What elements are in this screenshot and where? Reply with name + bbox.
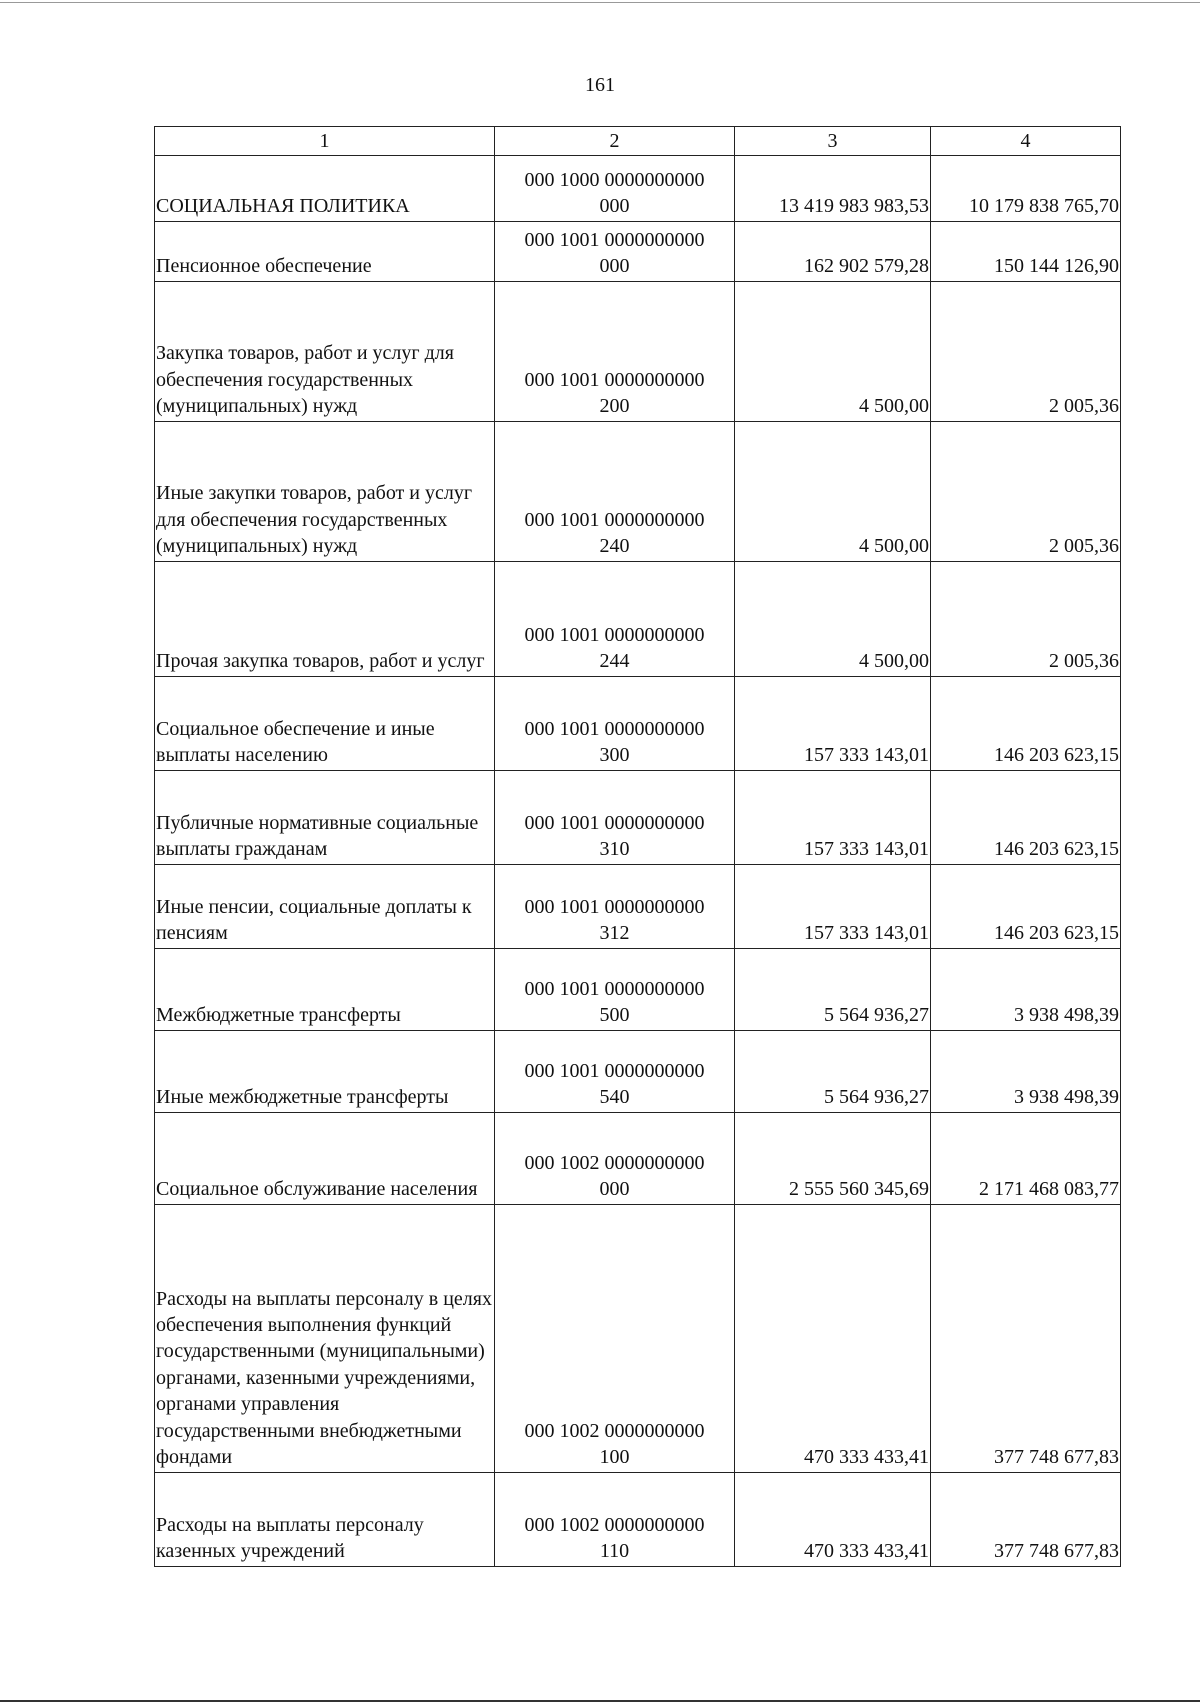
row-code xyxy=(495,422,735,562)
row-value-col4: 2 005,36 xyxy=(931,562,1121,677)
table-row xyxy=(155,949,1121,1031)
code-line-2: 000 xyxy=(599,195,630,217)
row-value-col3: 470 333 433,41 xyxy=(735,1473,931,1567)
table-row xyxy=(155,1113,1121,1205)
row-code xyxy=(495,1473,735,1567)
table-row xyxy=(155,156,1121,222)
row-value-col4: 377 748 677,83 xyxy=(931,1473,1121,1567)
code-line-1: 000 1001 0000000000 xyxy=(524,977,705,1000)
code-line-2: 310 xyxy=(599,838,630,860)
row-value-col4: 146 203 623,15 xyxy=(931,771,1121,865)
code-line-2: 244 xyxy=(599,650,630,672)
code-line-2: 500 xyxy=(599,1004,630,1026)
row-name: Социальное обслуживание населения xyxy=(155,1113,495,1205)
table-row xyxy=(155,422,1121,562)
scan-bottom-edge xyxy=(0,1700,1200,1702)
row-value-col3: 470 333 433,41 xyxy=(735,1205,931,1473)
row-name: Закупка товаров, работ и услуг для обеспечения государственных (муниципальных) нужд xyxy=(155,282,495,422)
code-line-2: 000 xyxy=(599,255,630,277)
table-row xyxy=(155,1031,1121,1113)
row-name: Иные закупки товаров, работ и услуг для обеспечения государственных (муниципальных) нужд xyxy=(155,422,495,562)
row-code xyxy=(495,282,735,422)
row-value-col3: 162 902 579,28 xyxy=(735,222,931,282)
row-code xyxy=(495,1205,735,1473)
row-name: Расходы на выплаты персоналу в целях обеспечения выполнения функций государственными (муниципальными) органами, казенными учреждениями, органами управления государственными внебюджетными фондами xyxy=(155,1205,495,1473)
row-name: Социальное обеспечение и иные выплаты населению xyxy=(155,677,495,771)
row-code xyxy=(495,562,735,677)
row-value-col4: 2 005,36 xyxy=(931,422,1121,562)
code-line-2: 000 xyxy=(599,1178,630,1200)
row-value-col4: 2 005,36 xyxy=(931,282,1121,422)
code-line-2: 100 xyxy=(599,1446,630,1468)
code-line-2: 110 xyxy=(599,1540,630,1562)
table-row xyxy=(155,1205,1121,1473)
row-code xyxy=(495,156,735,222)
row-value-col4: 377 748 677,83 xyxy=(931,1205,1121,1473)
row-value-col3: 4 500,00 xyxy=(735,282,931,422)
row-value-col3: 4 500,00 xyxy=(735,422,931,562)
row-name: Межбюджетные трансферты xyxy=(155,949,495,1031)
row-name: Пенсионное обеспечение xyxy=(155,222,495,282)
table-row xyxy=(155,562,1121,677)
row-value-col3: 2 555 560 345,69 xyxy=(735,1113,931,1205)
code-line-1: 000 1001 0000000000 xyxy=(524,368,705,391)
row-value-col4: 10 179 838 765,70 xyxy=(931,156,1121,222)
row-value-col4: 146 203 623,15 xyxy=(931,677,1121,771)
row-code xyxy=(495,677,735,771)
row-name: СОЦИАЛЬНАЯ ПОЛИТИКА xyxy=(155,156,495,222)
row-value-col3: 157 333 143,01 xyxy=(735,677,931,771)
row-value-col4: 2 171 468 083,77 xyxy=(931,1113,1121,1205)
row-value-col4: 3 938 498,39 xyxy=(931,1031,1121,1113)
code-line-1: 000 1002 0000000000 xyxy=(524,1513,705,1536)
code-line-1: 000 1000 0000000000 xyxy=(524,168,705,191)
code-line-2: 312 xyxy=(599,922,630,944)
row-name: Прочая закупка товаров, работ и услуг xyxy=(155,562,495,677)
row-value-col3: 157 333 143,01 xyxy=(735,771,931,865)
code-line-1: 000 1001 0000000000 xyxy=(524,1059,705,1082)
code-line-1: 000 1001 0000000000 xyxy=(524,895,705,918)
column-header-2: 2 xyxy=(495,127,735,156)
row-code xyxy=(495,771,735,865)
page-number: 161 xyxy=(585,74,615,96)
table-row xyxy=(155,771,1121,865)
code-line-1: 000 1001 0000000000 xyxy=(524,228,705,251)
row-name: Иные межбюджетные трансферты xyxy=(155,1031,495,1113)
row-code xyxy=(495,1113,735,1205)
code-line-1: 000 1001 0000000000 xyxy=(524,508,705,531)
table-row xyxy=(155,1473,1121,1567)
row-value-col3: 4 500,00 xyxy=(735,562,931,677)
row-name: Публичные нормативные социальные выплаты гражданам xyxy=(155,771,495,865)
budget-table xyxy=(154,126,1121,1567)
table-row xyxy=(155,677,1121,771)
table-header-row xyxy=(155,127,1121,156)
row-value-col3: 13 419 983 983,53 xyxy=(735,156,931,222)
row-code xyxy=(495,222,735,282)
row-value-col4: 146 203 623,15 xyxy=(931,865,1121,949)
row-code xyxy=(495,865,735,949)
row-value-col4: 150 144 126,90 xyxy=(931,222,1121,282)
scan-top-edge xyxy=(0,2,1200,3)
table-row xyxy=(155,865,1121,949)
code-line-2: 240 xyxy=(599,535,630,557)
code-line-1: 000 1001 0000000000 xyxy=(524,717,705,740)
table-row xyxy=(155,282,1121,422)
code-line-1: 000 1002 0000000000 xyxy=(524,1151,705,1174)
row-code xyxy=(495,1031,735,1113)
code-line-1: 000 1002 0000000000 xyxy=(524,1419,705,1442)
code-line-2: 300 xyxy=(599,744,630,766)
row-value-col3: 157 333 143,01 xyxy=(735,865,931,949)
column-header-1: 1 xyxy=(155,127,495,156)
row-value-col4: 3 938 498,39 xyxy=(931,949,1121,1031)
table-row xyxy=(155,222,1121,282)
row-value-col3: 5 564 936,27 xyxy=(735,1031,931,1113)
code-line-1: 000 1001 0000000000 xyxy=(524,623,705,646)
column-header-4: 4 xyxy=(931,127,1121,156)
column-header-3: 3 xyxy=(735,127,931,156)
row-code xyxy=(495,949,735,1031)
row-name: Иные пенсии, социальные доплаты к пенсиям xyxy=(155,865,495,949)
code-line-1: 000 1001 0000000000 xyxy=(524,811,705,834)
row-value-col3: 5 564 936,27 xyxy=(735,949,931,1031)
row-name: Расходы на выплаты персоналу казенных учреждений xyxy=(155,1473,495,1567)
code-line-2: 540 xyxy=(599,1086,630,1108)
code-line-2: 200 xyxy=(599,395,630,417)
